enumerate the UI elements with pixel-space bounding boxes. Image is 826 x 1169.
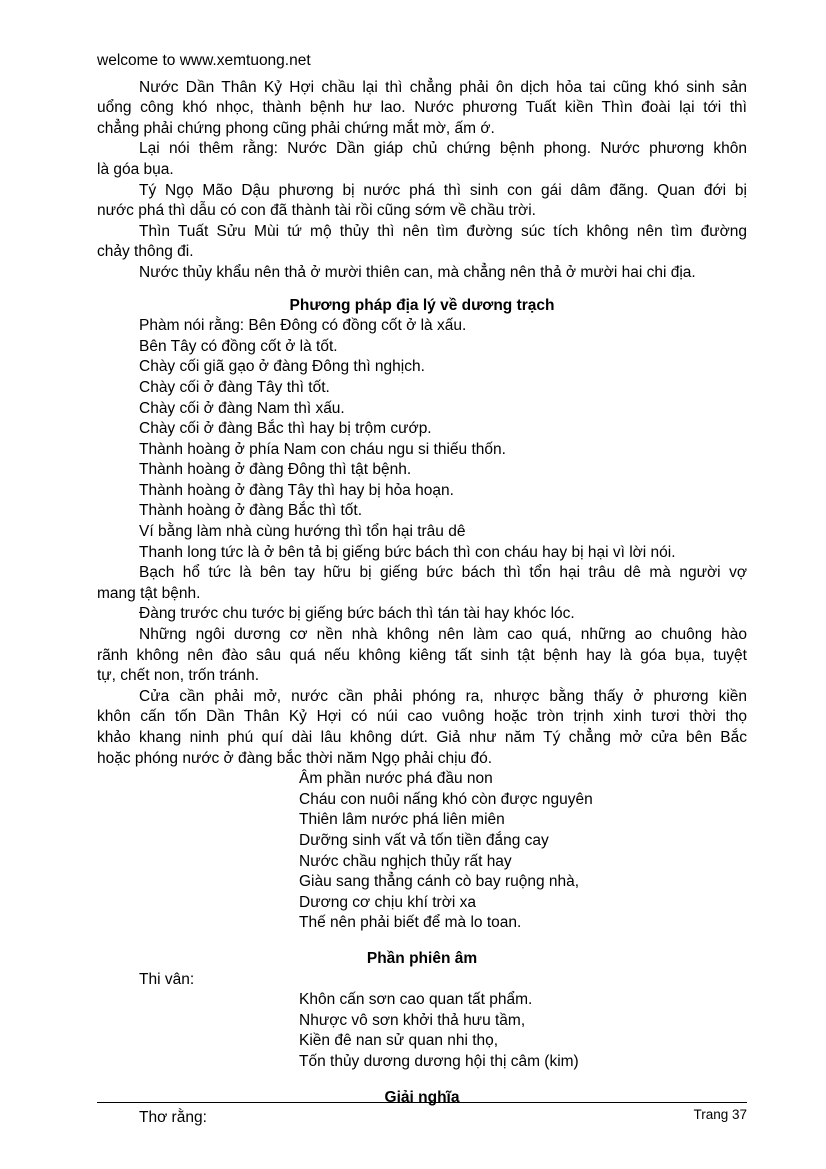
- intro-section: [97, 78, 747, 284]
- label-tho-rang: Thơ rằng:: [139, 1109, 207, 1127]
- rule-line: Chày cối giã gạo ở đàng Đông thì nghịch.: [139, 358, 425, 376]
- text-line: Tý Ngọ Mão Dậu phương bị nước phá thì sinh con gái dâm đãng. Quan đới bị: [139, 181, 747, 199]
- verse-line: Dưỡng sinh vất vả tốn tiền đắng cay: [299, 831, 549, 849]
- verse-line: Nước chầu nghịch thủy rất hay: [299, 852, 512, 870]
- text-line: Thìn Tuất Sửu Mùi tứ mộ thủy thì nên tìm đường súc tích không nên tìm đường: [139, 222, 747, 240]
- paragraph-lai-noi-them: [97, 139, 747, 180]
- text-line: nước phá thì dẫu có con đã thành tài rồi cũng sớm về chầu trời.: [97, 202, 536, 220]
- verse-line: Thế nên phải biết để mà lo toan.: [299, 914, 522, 932]
- verse-line: Giàu sang thẳng cánh cò bay ruộng nhà,: [299, 873, 580, 891]
- text-line: Nước thủy khẩu nên thả ở mười thiên can, mà chẳng nên thả ở mười hai chi địa.: [139, 263, 696, 281]
- footer-rule: [97, 1102, 747, 1103]
- text-line: Cửa cần phải mở, nước cần phải phóng ra, nhược bằng thấy ở phương kiền: [139, 687, 747, 705]
- paragraph-thin-tuat-suu-mui: [97, 222, 747, 263]
- rule-line: Bên Tây có đồng cốt ở là tốt.: [139, 337, 338, 355]
- section-title-phien-am: Phần phiên âm: [366, 949, 478, 967]
- text-line: chảy thông đi.: [97, 243, 194, 261]
- rule-line: Thành hoàng ở đàng Tây thì hay bị hỏa hoạn.: [139, 481, 454, 499]
- rule-line: Thành hoàng ở đàng Đông thì tật bệnh.: [139, 461, 412, 479]
- rule-line: Phàm nói rằng: Bên Đông có đồng cốt ở là xấu.: [139, 317, 467, 335]
- paragraph-ty-ngo-mao-dau: [97, 181, 747, 222]
- rule-line: Thanh long tức là ở bên tả bị giếng bức bách thì con cháu hay bị hại vì lời nói.: [139, 543, 676, 561]
- verse-line: Tốn thủy dương dương hội thị câm (kim): [299, 1052, 579, 1070]
- section-title-giai-nghia: Giải nghĩa: [384, 1088, 460, 1106]
- rule-line: Chày cối ở đàng Bắc thì hay bị trộm cướp.: [139, 420, 432, 438]
- rule-line: Chày cối ở đàng Tây thì tốt.: [139, 378, 330, 396]
- rule-line: Chày cối ở đàng Nam thì xấu.: [139, 399, 345, 417]
- paragraph-duong-co: [97, 625, 747, 687]
- text-line: mang tật bệnh.: [97, 584, 201, 602]
- rule-line: Thành hoàng ở phía Nam con cháu ngu si thiếu thốn.: [139, 440, 506, 458]
- paragraph-thuy-khau: [97, 263, 747, 284]
- section-title-duong-trach: Phương pháp địa lý về dương trạch: [289, 296, 555, 314]
- label-thi-van: Thi vân:: [139, 970, 195, 988]
- text-line: Những ngôi dương cơ nền nhà không nên làm cao quá, những ao chuông hào: [139, 626, 747, 644]
- verse-line: Kiền đê nan sử quan nhi thọ,: [299, 1032, 499, 1050]
- rules-list: [97, 316, 747, 563]
- text-line: khảo khang ninh phú quí dài lâu không dứt. Giả như năm Tý chẳng mở cửa bên Bắc: [97, 729, 747, 746]
- paragraph-bach-ho: [97, 563, 747, 604]
- text-line: hoặc phóng nước ở đàng bắc thời năm Ngọ phải chịu đó.: [97, 749, 493, 767]
- text-line: uổng công khó nhọc, thành bệnh hư lao. Nước phương Tuất kiền Thìn đoài lại tới thì: [97, 99, 747, 117]
- text-line: Bạch hổ tức là bên tay hữu bị giếng bức bách thì tổn hại trâu dê mà người vợ: [139, 564, 747, 582]
- text-line: rãnh không nên đào sâu quá nếu không kiêng tất sinh tật bệnh hay là góa bụa, tuyệt: [97, 646, 747, 664]
- verse-line: Âm phần nước phá đầu non: [299, 770, 493, 788]
- paragraph-nuoc-dan: [97, 78, 747, 140]
- verse-line: Nhược vô sơn khởi thả hưu tầm,: [299, 1011, 526, 1029]
- page-number: Trang 37: [693, 1107, 747, 1122]
- text-line: khôn cấn tốn Dần Thân Kỷ Hợi có núi cao vuông hoặc tròn trịnh xinh tươi thời thọ: [97, 708, 747, 726]
- paragraph-cua-nuoc: [97, 687, 747, 769]
- site-notice: welcome to www.xemtuong.net: [97, 52, 311, 69]
- paragraph-chu-tuoc: [97, 604, 747, 625]
- text-line: Đàng trước chu tước bị giếng bức bách thì tán tài hay khóc lóc.: [139, 605, 575, 623]
- text-line: là góa bụa.: [97, 160, 174, 178]
- rule-line: Thành hoàng ở đàng Bắc thì tốt.: [139, 502, 363, 520]
- verse-line: Thiên lâm nước phá liên miên: [299, 811, 505, 829]
- page-footer: [97, 1102, 747, 1124]
- rule-line: Ví bằng làm nhà cùng hướng thì tổn hại trâu dê: [139, 523, 466, 541]
- text-line: chẳng phải chứng phong cũng phải chứng mắt mờ, ấm ớ.: [97, 119, 495, 137]
- verse-line: Cháu con nuôi nấng khó còn được nguyên: [299, 790, 593, 808]
- verse-am-phan: [299, 769, 747, 934]
- verse-khon-can: [299, 990, 747, 1072]
- text-line: Nước Dần Thân Kỷ Hợi chầu lại thì chẳng phải ôn dịch hỏa tai cũng khó sinh sản: [139, 78, 747, 96]
- text-line: Lại nói thêm rằng: Nước Dần giáp chủ chứng bệnh phong. Nước phương khôn: [139, 140, 747, 158]
- verse-line: Khôn cấn sơn cao quan tất phẩm.: [299, 991, 533, 1009]
- verse-line: Dương cơ chịu khí trời xa: [299, 893, 476, 911]
- text-line: tự, chết non, trốn tránh.: [97, 667, 260, 685]
